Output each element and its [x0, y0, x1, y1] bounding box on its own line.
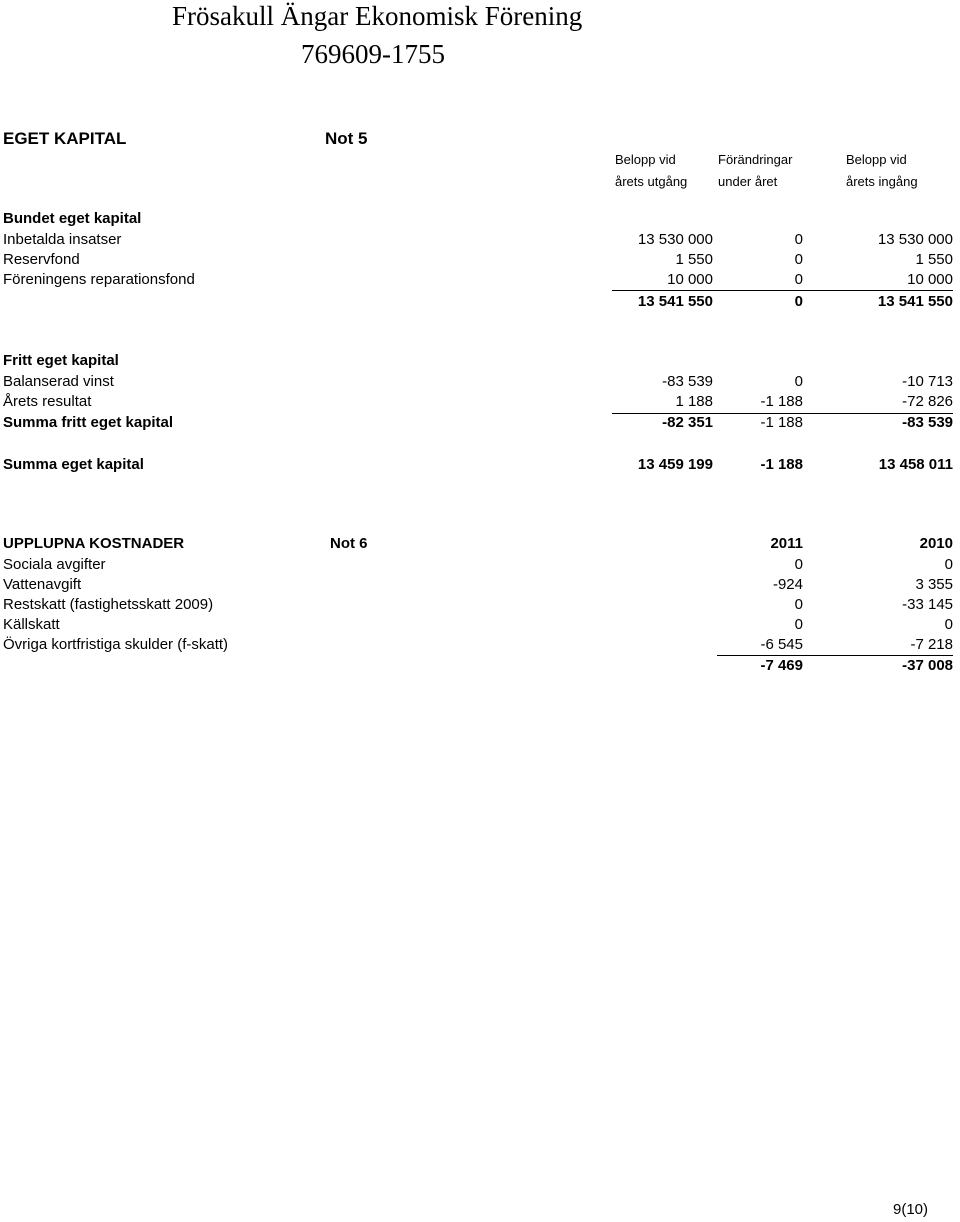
- row-value-2011: -924: [772, 576, 803, 593]
- row-label: Övriga kortfristiga skulder (f-skatt): [3, 636, 229, 653]
- note6-total-2011: -7 469: [760, 657, 803, 674]
- row-value-utgang: -83 539: [662, 373, 713, 390]
- row-label: Reservfond: [3, 251, 80, 268]
- row-value-utgang: 1 188: [675, 393, 713, 410]
- summa-forandring: -1 188: [760, 456, 803, 473]
- row-value-2011: -6 545: [760, 636, 803, 653]
- bundet-total-utgang: 13 541 550: [637, 293, 713, 310]
- row-label: Inbetalda insatser: [3, 231, 122, 248]
- row-value-utgang: 13 530 000: [637, 231, 713, 248]
- row-value-forandring: -1 188: [760, 393, 803, 410]
- col2-header-line2: under året: [718, 174, 778, 189]
- row-label: Källskatt: [3, 616, 60, 633]
- bundet-total-ingang: 13 541 550: [877, 293, 953, 310]
- fritt-total-utgang: -82 351: [662, 414, 713, 431]
- organization-name: Frösakull Ängar Ekonomisk Förening: [172, 1, 583, 31]
- row-value-2010: 0: [944, 556, 953, 573]
- fritt-total-label: Summa fritt eget kapital: [3, 414, 174, 431]
- page-number: 9(10): [893, 1201, 929, 1218]
- note5-number: Not 5: [325, 129, 368, 148]
- row-label: Sociala avgifter: [3, 556, 106, 573]
- summa-label: Summa eget kapital: [3, 456, 144, 473]
- note6-total-2010: -37 008: [902, 657, 953, 674]
- note6-title: UPPLUPNA KOSTNADER: [3, 535, 185, 552]
- row-label: Restskatt (fastighetsskatt 2009): [3, 596, 214, 613]
- bundet-sum-line: [612, 290, 953, 291]
- fritt-total-forandring: -1 188: [760, 414, 803, 431]
- row-value-ingang: 1 550: [915, 251, 953, 268]
- col1-header-line1: Belopp vid: [615, 152, 676, 167]
- bundet-heading: Bundet eget kapital: [3, 210, 142, 227]
- row-value-2011: 0: [794, 556, 803, 573]
- row-value-forandring: 0: [794, 271, 803, 288]
- row-label: Föreningens reparationsfond: [3, 271, 195, 288]
- note6-year-2011: 2011: [770, 535, 803, 552]
- note6-number: Not 6: [330, 535, 368, 552]
- col1-header-line2: årets utgång: [615, 174, 688, 189]
- row-value-2010: -7 218: [910, 636, 953, 653]
- row-value-forandring: 0: [794, 231, 803, 248]
- summa-utgang: 13 459 199: [637, 456, 713, 473]
- row-value-forandring: 0: [794, 251, 803, 268]
- summa-ingang: 13 458 011: [878, 456, 953, 473]
- row-value-ingang: 10 000: [907, 271, 953, 288]
- row-value-2010: 0: [944, 616, 953, 633]
- fritt-total-ingang: -83 539: [902, 414, 953, 431]
- row-value-ingang: 13 530 000: [877, 231, 953, 248]
- organization-number: 769609-1755: [301, 39, 445, 69]
- row-value-forandring: 0: [794, 373, 803, 390]
- row-label: Årets resultat: [3, 393, 92, 410]
- note5-title: EGET KAPITAL: [3, 129, 127, 148]
- note6-year-2010: 2010: [919, 535, 953, 552]
- row-value-ingang: -10 713: [902, 373, 953, 390]
- col2-header-line1: Förändringar: [718, 152, 793, 167]
- bundet-total-forandring: 0: [794, 293, 803, 310]
- col3-header-line2: årets ingång: [846, 174, 918, 189]
- row-value-ingang: -72 826: [902, 393, 953, 410]
- row-value-2011: 0: [794, 616, 803, 633]
- row-value-2010: 3 355: [915, 576, 953, 593]
- row-value-2011: 0: [794, 596, 803, 613]
- col3-header-line1: Belopp vid: [846, 152, 907, 167]
- row-label: Vattenavgift: [3, 576, 82, 593]
- fritt-heading: Fritt eget kapital: [3, 352, 119, 369]
- row-value-utgang: 10 000: [667, 271, 713, 288]
- row-value-2010: -33 145: [902, 596, 953, 613]
- row-label: Balanserad vinst: [3, 373, 114, 390]
- row-value-utgang: 1 550: [675, 251, 713, 268]
